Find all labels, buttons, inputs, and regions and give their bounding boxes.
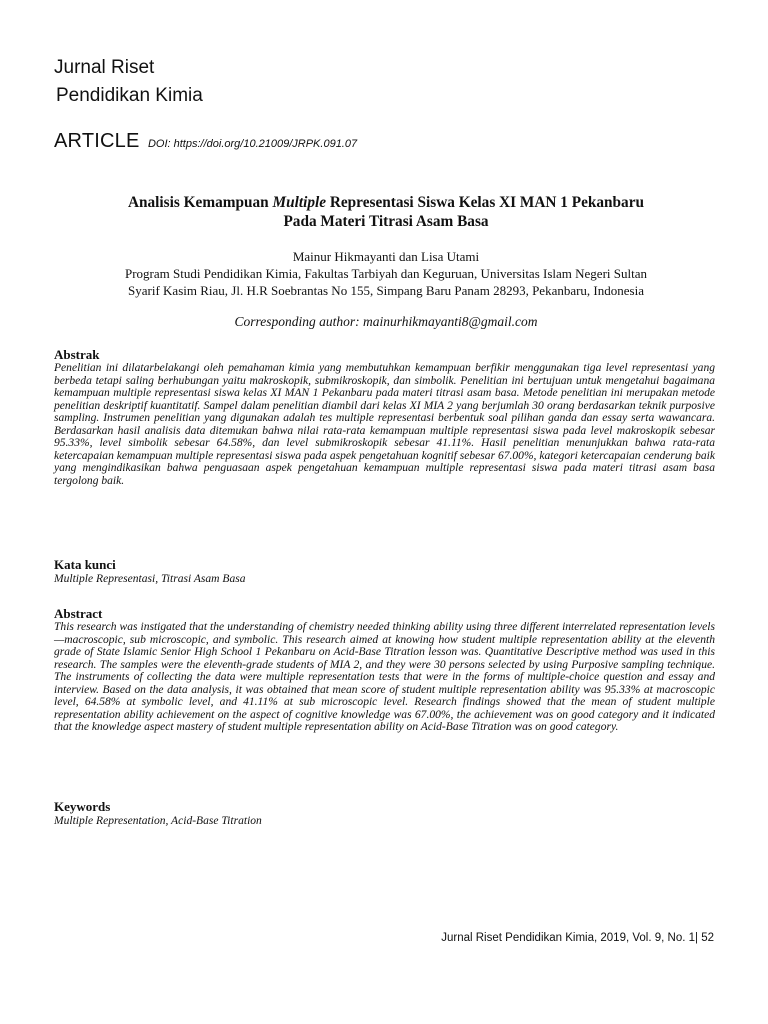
keywords-body: Multiple Representation, Acid-Base Titration — [54, 815, 262, 827]
kata-kunci-section — [54, 558, 715, 586]
journal-name-line2: Pendidikan Kimia — [56, 85, 203, 106]
journal-name-line1: Jurnal Riset — [54, 57, 155, 78]
abstrak-heading: Abstrak — [54, 347, 100, 362]
paper-title — [54, 193, 718, 231]
article-label: ARTICLE — [54, 130, 140, 152]
abstrak-body: Penelitian ini dilatarbelakangi oleh pemahaman kimia yang membutuhkan kemampuan berfikir menggunakan tiga level representasi yang berbeda tetapi saling berhubungan yaitu makroskopik, submikroskopik, dan simbolik. Penelitian ini bertujuan untuk mengetahui bagaimana kemampuan multiple representasi siswa kelas XI MAN 1 Pekanbaru pada materi titrasi asam basa. Metode penelitian ini merupakan metode penelitian deskriptif kuantitatif. Sampel dalam penelitian diambil dari kelas XI MIA 2 yang berjumlah 30 orang berdasarkan teknik purposive sampling. Instrumen penelitian yang digunakan adalah tes multiple representasi berbentuk soal pilihan ganda dan essay serta wawancara. Berdasarkan hasil analisis data ditemukan bahwa nilai rata-rata kemampuan multiple representasi siswa pada level makroskopik sebesar 95.33%, level simbolik sebesar 64.58%, dan level submikroskopik sebesar 41.11%. Hasil penelitian menunjukkan bahwa rata-rata ketercapaian kemampuan multiple representasi siswa pada aspek pengetahuan kognitif sebesar 67.00%, kategori ketercapaian cenderung baik yang mengindikasikan bahwa penguasaan aspek pengetahuan kemampuan multiple representasi siswa pada materi titrasi asam basa tergolong baik. — [54, 362, 715, 487]
affiliation-line1: Program Studi Pendidikan Kimia, Fakultas Tarbiyah dan Keguruan, Universitas Islam Negeri Sultan — [124, 266, 647, 281]
title-part2: Representasi Siswa Kelas XI MAN 1 Pekanbaru — [326, 194, 645, 211]
abstract-body: This research was instigated that the understanding of chemistry needed thinking ability using three different interrelated representation levels—macroscopic, sub microscopic, and symbolic. This research aimed at knowing how student multiple representation ability at the eleventh grade of State Islamic Senior High School 1 Pekanbaru on Acid-Base Titration lesson was. Quantitative Descriptive method was used in this research. The samples were the eleventh-grade students of MIA 2, and they were 30 persons selected by using Purposive sampling technique. The instruments of collecting the data were multiple representation tests that were in the forms of multiple-choice question and essay and interview. Based on the data analysis, it was obtained that mean score of student multiple representation ability was 95.33% at macroscopic level, 64.58% at symbolic level, and 41.11% at sub microscopic level. Research findings showed that the mean of student multiple representation ability achievement on the aspect of cognitive knowledge was 67.00%, the achievement was on good category and it indicated that the knowledge aspect mastery of student multiple representation ability on Acid-Base Titration was on good category. — [54, 621, 715, 733]
keywords-heading: Keywords — [54, 799, 111, 814]
kata-kunci-body: Multiple Representasi, Titrasi Asam Basa — [54, 573, 246, 585]
title-part1: Analisis Kemampuan — [127, 194, 273, 211]
kata-kunci-heading: Kata kunci — [54, 557, 116, 572]
affiliation-line2: Syarif Kasim Riau, Jl. H.R Soebrantas No 155, Simpang Baru Panam 28293, Pekanbaru, Indonesia — [128, 283, 644, 298]
corresponding-author: Corresponding author: mainurhikmayanti8@gmail.com — [234, 314, 538, 329]
abstrak-section — [54, 348, 715, 487]
article-doi-line — [54, 130, 357, 153]
page-footer: Jurnal Riset Pendidikan Kimia, 2019, Vol. 9, No. 1| 52 — [441, 932, 714, 944]
journal-name — [54, 54, 203, 110]
doi-link[interactable]: DOI: https://doi.org/10.21009/JRPK.091.07 — [147, 138, 358, 150]
keywords-section — [54, 800, 715, 828]
author-names: Mainur Hikmayanti dan Lisa Utami — [292, 249, 480, 264]
title-line2: Pada Materi Titrasi Asam Basa — [283, 213, 489, 230]
abstract-section — [54, 607, 715, 734]
title-italic-word: Multiple — [272, 194, 327, 211]
author-block — [54, 248, 718, 299]
abstract-heading: Abstract — [54, 606, 103, 621]
